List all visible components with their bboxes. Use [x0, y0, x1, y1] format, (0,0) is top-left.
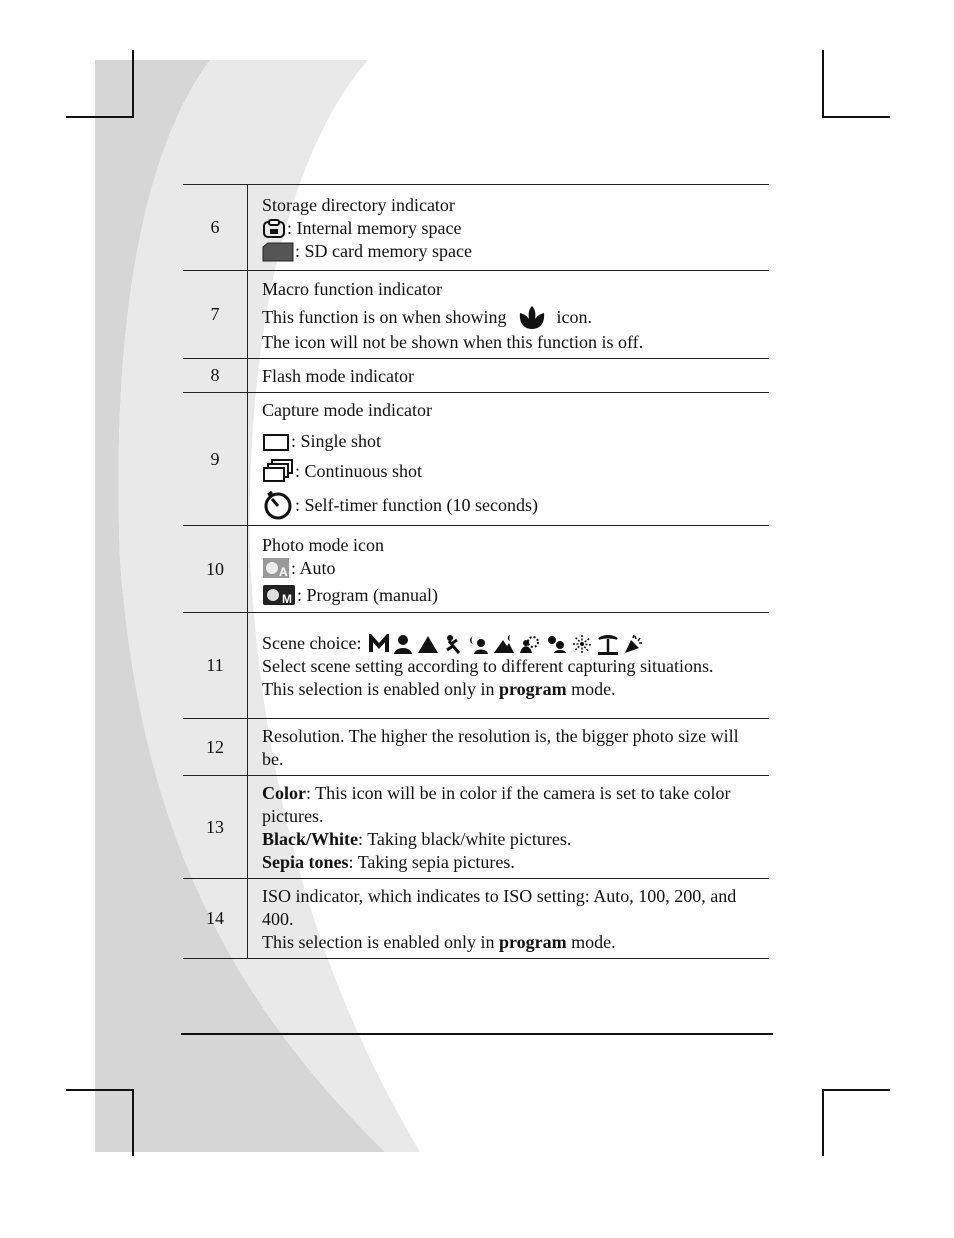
crop-mark	[822, 1089, 824, 1156]
table-row: 7 Macro function indicator This function is on when showing icon. The icon will not be shown when this function is off.	[183, 271, 769, 359]
row-title: Storage directory indicator	[262, 195, 455, 215]
item-label: : SD card memory space	[295, 241, 472, 261]
internal-memory-icon	[262, 219, 286, 239]
sd-card-icon	[262, 242, 294, 262]
party-icon	[623, 634, 645, 654]
landscape-icon	[417, 634, 439, 654]
row-number: 12	[183, 719, 248, 776]
table-row: 10 Photo mode icon A : Auto M : Program (manual)	[183, 526, 769, 613]
row-number: 14	[183, 879, 248, 959]
row-title: Photo mode icon	[262, 534, 384, 555]
beach-icon	[597, 633, 619, 655]
fireworks-icon	[571, 634, 593, 654]
self-timer-icon	[262, 489, 294, 521]
crop-mark	[822, 50, 824, 117]
table-row: 14 ISO indicator, which indicates to ISO setting: Auto, 100, 200, and 400. This selection is enabled only in program mode.	[183, 879, 769, 959]
crop-mark	[822, 116, 890, 118]
portrait-icon	[393, 634, 413, 654]
row-title: Scene choice:	[262, 633, 362, 653]
crop-mark	[132, 50, 134, 117]
row-title: Flash mode indicator	[262, 366, 414, 386]
svg-text:M: M	[282, 592, 292, 606]
table-row: 13 Color: This icon will be in color if the camera is set to take color pictures. Black/White : Taking black/white pictures. Sepia tones : Taking sepia pictures.	[183, 776, 769, 879]
continuous-shot-icon	[262, 459, 294, 483]
svg-text:A: A	[279, 565, 288, 579]
table-row	[183, 185, 769, 271]
footer-rule	[181, 1033, 773, 1035]
row-number: 13	[183, 776, 248, 879]
night-portrait-icon	[467, 634, 489, 654]
row-title: Macro function indicator	[262, 278, 442, 299]
auto-mode-icon	[262, 557, 290, 579]
indicator-table	[183, 184, 769, 959]
table-row: 12 Resolution. The higher the resolution is, the bigger photo size will be.	[183, 719, 769, 776]
row-number: 11	[183, 613, 248, 719]
table-row: 9 Capture mode indicator : Single shot : Continuous shot : Self-timer function (10 seconds)	[183, 393, 769, 526]
item-label: : Internal memory space	[287, 218, 462, 238]
backlight-icon	[519, 634, 541, 654]
crop-mark	[66, 116, 134, 118]
row-number: 7	[183, 271, 248, 359]
table-row	[183, 359, 769, 393]
program-mode-icon	[262, 584, 296, 606]
manual-m-icon	[369, 634, 389, 654]
row-number: 9	[183, 393, 248, 526]
crop-mark	[66, 1089, 134, 1091]
row-number: 6	[183, 185, 248, 271]
table-row: 11 Scene choice: Select scene setting according to different capturing situations. This selection is enabled only in program mode.	[183, 613, 769, 719]
row-title: Capture mode indicator	[262, 400, 432, 420]
kids-icon	[545, 634, 567, 654]
crop-mark	[822, 1089, 890, 1091]
crop-mark	[132, 1089, 134, 1156]
row-number: 10	[183, 526, 248, 613]
single-shot-icon	[262, 432, 290, 452]
night-landscape-icon	[493, 634, 515, 654]
row-number: 8	[183, 359, 248, 393]
macro-flower-icon	[517, 305, 547, 331]
scene-icon-strip	[369, 633, 645, 655]
sports-icon	[443, 634, 463, 654]
